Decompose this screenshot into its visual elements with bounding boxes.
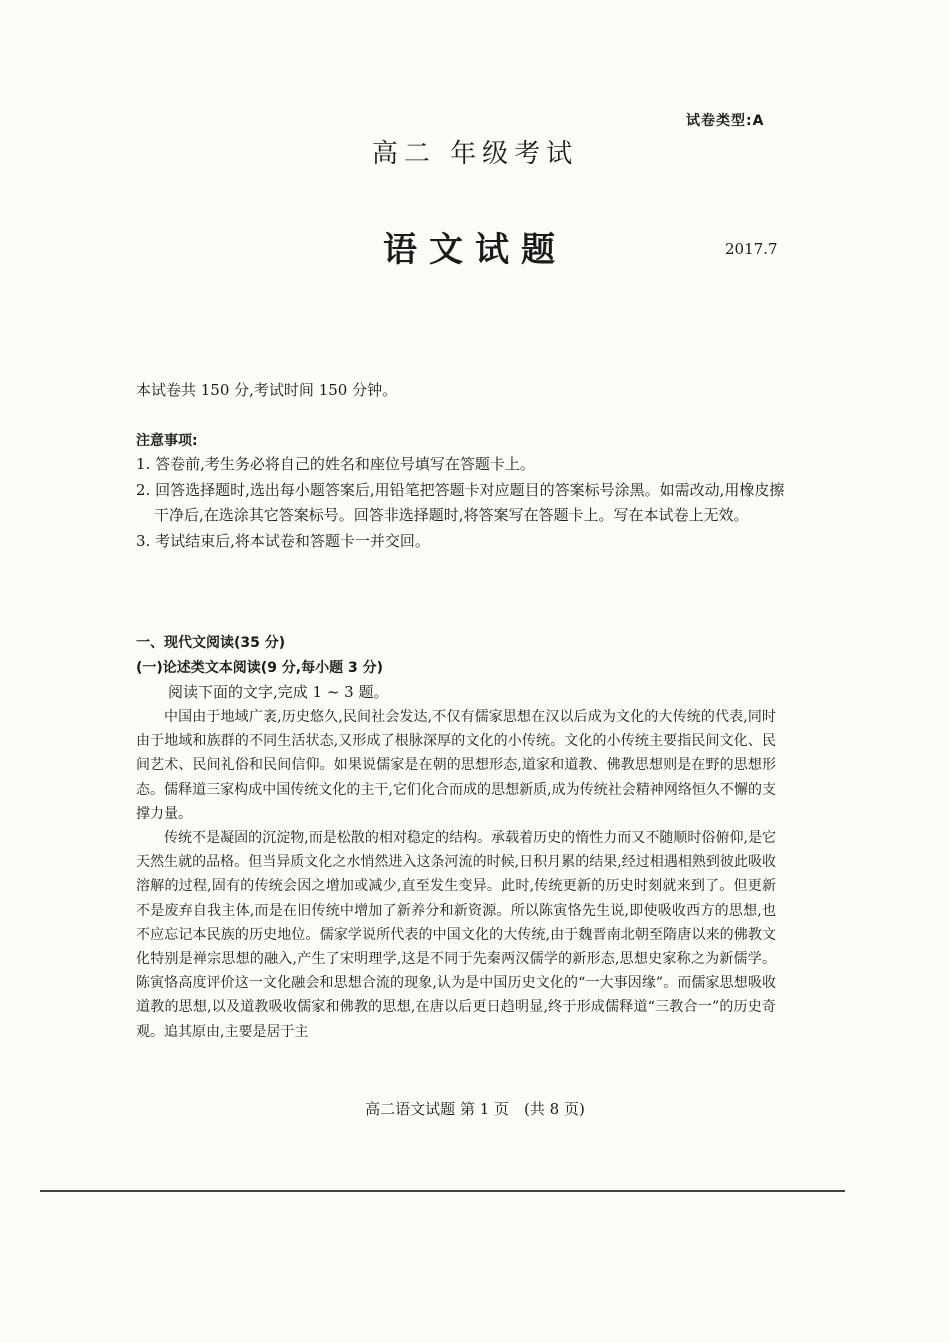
exam-type-label: 试卷类型:A [686,113,765,129]
header-title: 高二 年级考试 [371,139,579,169]
notes-list [136,452,796,554]
note-item: 1. 答卷前,考生务必将自己的姓名和座位号填写在答题卡上。 [136,455,535,473]
passage-paragraph: 中国由于地域广袤,历史悠久,民间社会发达,不仅有儒家思想在汉以后成为文化的大传统的代表,同时由于地域和族群的不同生活状态,又形成了根脉深厚的文化的小传统。文化的小传统主要指民间文化、民间艺术、民间礼俗和民间信仰。如果说儒家是在朝的思想形态,道家和道教、佛教思想则是在野的思想形态。儒释道三家构成中国传统文化的主干,它们化合而成的思想新质,成为传统社会精神网络恒久不懈的支撑力量。 [136,709,776,822]
reading-instruction: 阅读下面的文字,完成 1 ~ 3 题。 [168,683,389,701]
subsection-heading: (一)论述类文本阅读(9 分,每小题 3 分) [136,660,384,676]
section-heading: 一、现代文阅读(35 分) [136,635,286,651]
exam-date: 2017.7 [725,240,778,258]
reading-passage [136,705,776,1044]
page-footer: 高二语文试题 第 1 页 (共 8 页) [365,1100,585,1118]
page-title: 语文试题 [383,230,567,270]
exam-intro: 本试卷共 150 分,考试时间 150 分钟。 [136,381,398,399]
page-divider [40,1190,845,1193]
notes-heading: 注意事项: [136,433,198,449]
note-item: 3. 考试结束后,将本试卷和答题卡一并交回。 [136,531,430,550]
passage-paragraph: 传统不是凝固的沉淀物,而是松散的相对稳定的结构。承载着历史的惰性力而又不随顺时俗俯仰,是它天然生就的品格。但当异质文化之水悄然进入这条河流的时候,日积月累的结果,经过相遇相熟到彼此吸收溶解的过程,固有的传统会因之增加或减少,直至发生变异。此时,传统更新的历史时刻就来到了。但更新不是废弃自我主体,而是在旧传统中增加了新养分和新资源。所以陈寅恪先生说,即使吸收西方的思想,也不应忘记本民族的历史地位。儒家学说所代表的中国文化的大传统,由于魏晋南北朝至隋唐以来的佛教文化特别是禅宗思想的融入,产生了宋明理学,这是不同于先秦两汉儒学的新形态,思想史家称之为新儒学。陈寅恪高度评价这一文化融会和思想合流的现象,认为是中国历史文化的“一大事因缘”。而儒家思想吸收道教的思想,以及道教吸收儒家和佛教的思想,在唐以后更日趋明显,终于形成儒释道“三教合一”的历史奇观。追其原由,主要是居于主 [136,830,776,1040]
note-item: 2. 回答选择题时,选出每小题答案后,用铅笔把答题卡对应题目的答案标号涂黑。如需改动,用橡皮擦干净后,在选涂其它答案标号。回答非选择题时,将答案写在答题卡上。写在本试卷上无效。 [136,480,785,524]
